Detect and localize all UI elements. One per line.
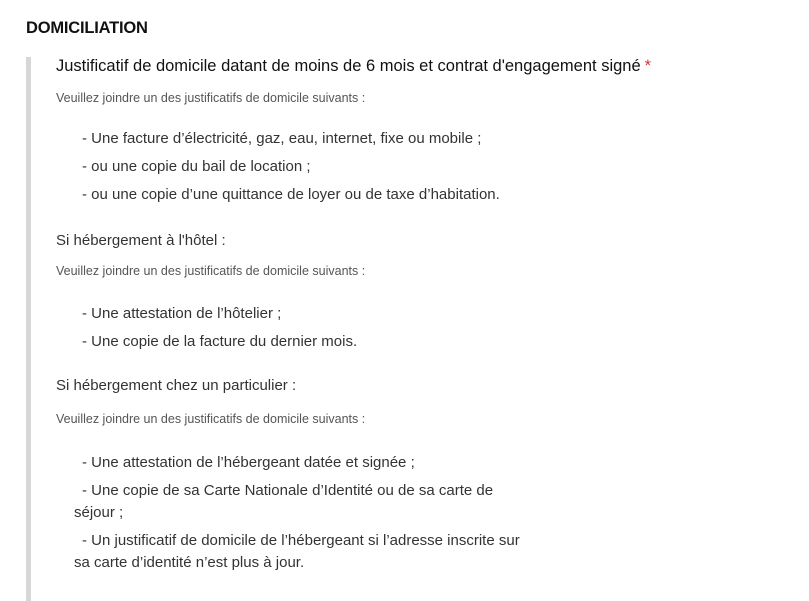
list-item xyxy=(74,530,520,574)
field-label xyxy=(56,57,651,76)
private-host-hint: Veuillez joindre un des justificatifs de domicile suivants : xyxy=(56,412,366,426)
list-item: - ou une copie d’une quittance de loyer ou de taxe d’habitation. xyxy=(82,186,500,203)
list-item xyxy=(82,452,415,474)
list-item-line-continued: séjour ; xyxy=(74,504,124,521)
list-item xyxy=(74,480,494,524)
list-item: - ou une copie du bail de location ; xyxy=(82,158,311,175)
section-title: DOMICILIATION xyxy=(26,19,148,37)
private-host-heading: Si hébergement chez un particulier : xyxy=(56,377,297,394)
list-item-line: - Une attestation de l’hébergeant datée et signée ; xyxy=(82,454,415,471)
hotel-hint: Veuillez joindre un des justificatifs de domicile suivants : xyxy=(56,264,366,278)
upload-field-block xyxy=(26,57,786,601)
hotel-heading: Si hébergement à l'hôtel : xyxy=(56,232,226,249)
list-item: - Une attestation de l’hôtelier ; xyxy=(82,305,282,322)
field-label-text: Justificatif de domicile datant de moins de 6 mois et contrat d'engagement signé xyxy=(56,57,641,75)
list-item-line: - Une copie de sa Carte Nationale d’Identité ou de sa carte de xyxy=(82,482,494,499)
list-item-line-continued: sa carte d’identité n’est plus à jour. xyxy=(74,554,305,571)
list-item-line: - Un justificatif de domicile de l’hébergeant si l’adresse inscrite sur xyxy=(82,532,520,549)
list-item: - Une copie de la facture du dernier mois. xyxy=(82,333,358,350)
list-item: - Une facture d’électricité, gaz, eau, internet, fixe ou mobile ; xyxy=(82,130,482,147)
intro-hint: Veuillez joindre un des justificatifs de domicile suivants : xyxy=(56,91,366,105)
required-marker: * xyxy=(644,57,652,75)
